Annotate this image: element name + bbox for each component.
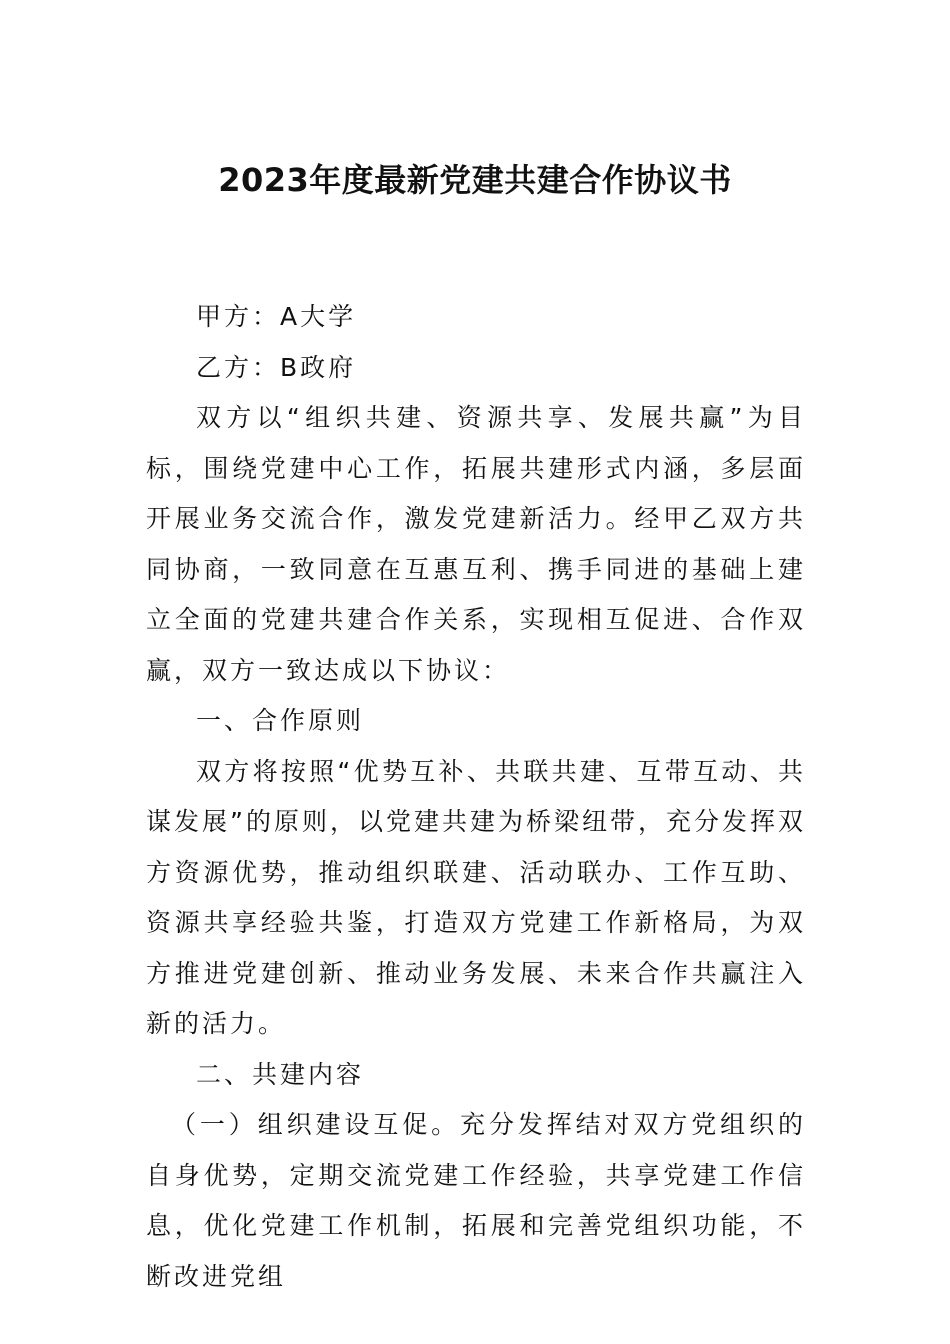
party-b-line: 乙方：B政府 — [196, 352, 357, 382]
document-title: 2023年度最新党建共建合作协议书 — [218, 161, 732, 199]
party-a-line: 甲方：A大学 — [196, 302, 357, 331]
principles-paragraph: 双方将按照“优势互补、共联共建、互带互动、共谋发展”的原则，以党建共建为桥梁纽带，充分发挥双方资源优势，推动组织联建、活动联办、工作互助、资源共享经验共鉴，打造双方党建工作新格局，为双方推进党建创新、推动业务发展、未来合作共赢注入新的活力。 — [146, 756, 806, 1038]
content-paragraph-1: （一）组织建设互促。充分发挥结对双方党组织的自身优势，定期交流党建工作经验，共享党建工作信息，优化党建工作机制，拓展和完善党组织功能，不断改进党组 — [146, 1110, 806, 1291]
document-body — [146, 292, 806, 1302]
section-heading-content: 二、共建内容 — [196, 1059, 365, 1089]
section-heading-principles: 一、合作原则 — [196, 706, 365, 735]
intro-paragraph: 双方以“组织共建、资源共享、发展共赢”为目标，围绕党建中心工作，拓展共建形式内涵，多层面开展业务交流合作，激发党建新活力。经甲乙双方共同协商，一致同意在互惠互利、携手同进的基础上建立全面的党建共建合作关系，实现相互促进、合作双赢，双方一致达成以下协议： — [146, 403, 806, 685]
